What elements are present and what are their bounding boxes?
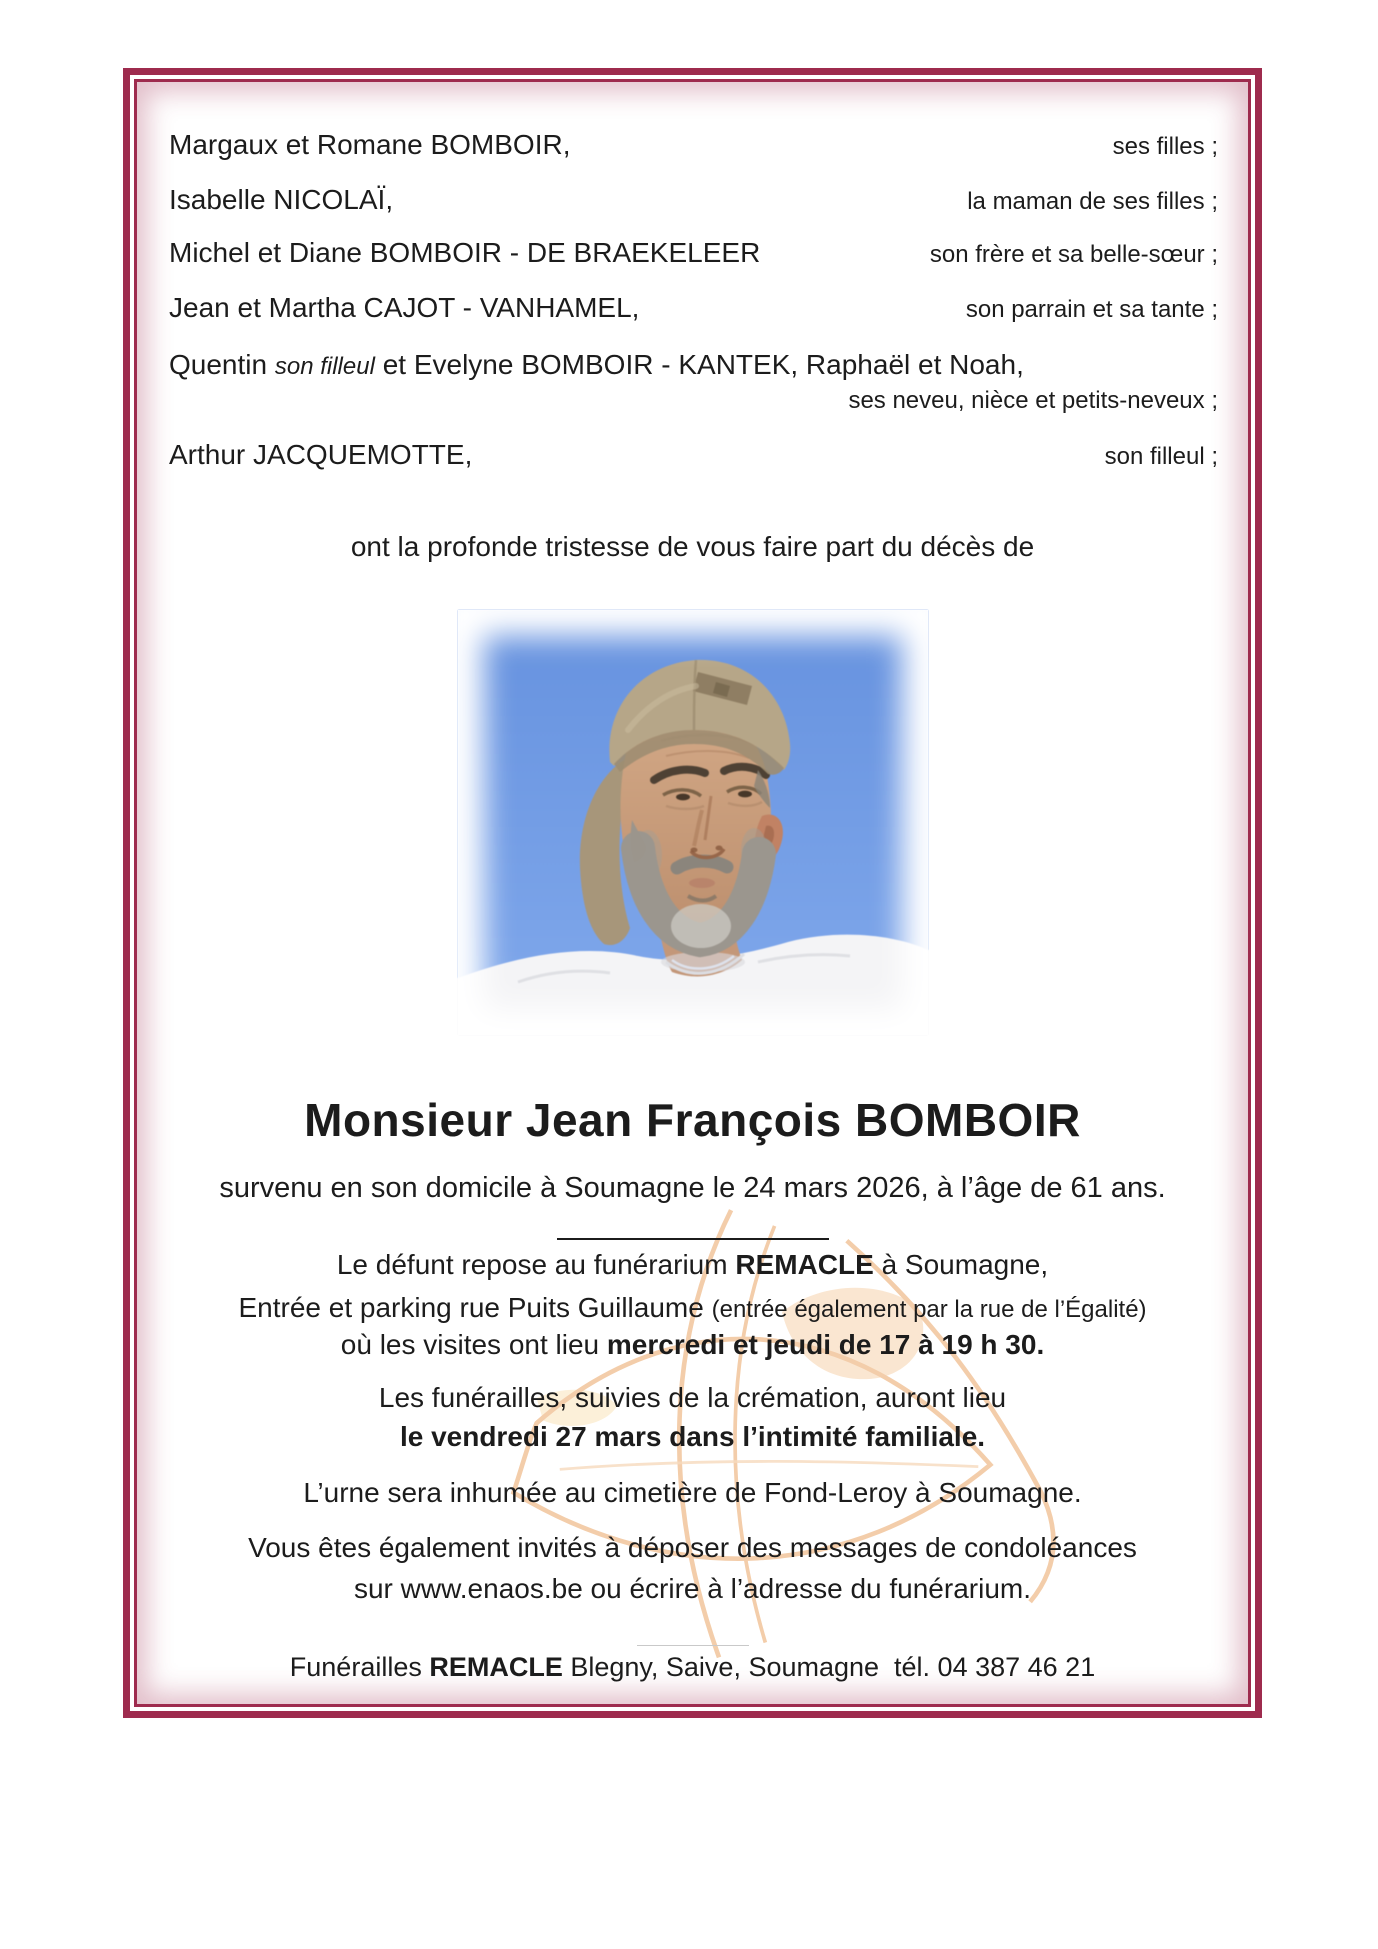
card-inner-frame bbox=[134, 79, 1251, 1707]
visits-hours: mercredi et jeudi de 17 à 19 h 30. bbox=[606, 1329, 1045, 1360]
family-row bbox=[169, 347, 1218, 419]
section-divider bbox=[557, 1238, 829, 1240]
family-row bbox=[169, 127, 1218, 163]
announcement-card bbox=[123, 68, 1262, 1718]
family-relation: son filleul ; bbox=[1104, 443, 1218, 470]
family-name: Margaux et Romane BOMBOIR, bbox=[169, 129, 571, 160]
family-name: Isabelle NICOLAÏ, bbox=[169, 184, 394, 215]
funeral-home-footer: Funérailles REMACLE Blegny, Saive, Soumagne tél. 04 387 46 21 bbox=[289, 1652, 1096, 1682]
family-name-italic: son filleul bbox=[274, 353, 375, 380]
family-name: Quentin son filleul et Evelyne BOMBOIR - KANTEK, Raphaël et Noah, bbox=[169, 349, 1024, 380]
family-relation: ses filles ; bbox=[1112, 133, 1218, 160]
footer-divider bbox=[637, 1645, 749, 1646]
funeral-line-2: le vendredi 27 mars dans l’intimité familiale. bbox=[399, 1421, 986, 1452]
family-relation: son frère et sa belle-sœur ; bbox=[929, 241, 1218, 268]
family-relation: son parrain et sa tante ; bbox=[965, 296, 1218, 323]
family-relation: la maman de ses filles ; bbox=[967, 188, 1218, 215]
family-row bbox=[169, 290, 1218, 326]
family-relation: ses neveu, nièce et petits-neveux ; bbox=[848, 387, 1218, 414]
entrance-note: (entrée également par la rue de l’Égalité) bbox=[711, 1296, 1147, 1323]
deceased-name-title: Monsieur Jean François BOMBOIR bbox=[304, 1094, 1081, 1146]
portrait-photo bbox=[458, 610, 928, 1035]
visits-line: où les visites ont lieu mercredi et jeudi de 17 à 19 h 30. bbox=[340, 1329, 1045, 1360]
funeral-home-name: REMACLE bbox=[429, 1652, 563, 1682]
family-row bbox=[169, 437, 1218, 473]
family-name: Jean et Martha CAJOT - VANHAMEL, bbox=[169, 292, 640, 323]
urn-line: L’urne sera inhumée au cimetière de Fond-Leroy à Soumagne. bbox=[303, 1477, 1082, 1508]
funeral-line-1: Les funérailles, suivies de la crémation, auront lieu bbox=[378, 1382, 1007, 1413]
repose-line: Le défunt repose au funérarium REMACLE à Soumagne, bbox=[336, 1249, 1049, 1280]
intro-line: ont la profonde tristesse de vous faire part du décès de bbox=[350, 531, 1035, 562]
family-row bbox=[169, 235, 1218, 271]
condolences-line-2: sur www.enaos.be ou écrire à l’adresse du funérarium. bbox=[353, 1573, 1031, 1604]
family-name: Arthur JACQUEMOTTE, bbox=[169, 439, 473, 470]
portrait-illustration bbox=[458, 610, 928, 1035]
entrance-line: Entrée et parking rue Puits Guillaume (entrée également par la rue de l’Égalité) bbox=[238, 1292, 1147, 1323]
funeral-home-name: REMACLE bbox=[735, 1249, 874, 1280]
death-details: survenu en son domicile à Soumagne le 24 mars 2026, à l’âge de 61 ans. bbox=[219, 1172, 1166, 1204]
family-name: Michel et Diane BOMBOIR - DE BRAEKELEER bbox=[169, 237, 761, 268]
condolences-line-1: Vous êtes également invités à déposer des messages de condoléances bbox=[248, 1532, 1137, 1563]
family-row bbox=[169, 182, 1218, 218]
